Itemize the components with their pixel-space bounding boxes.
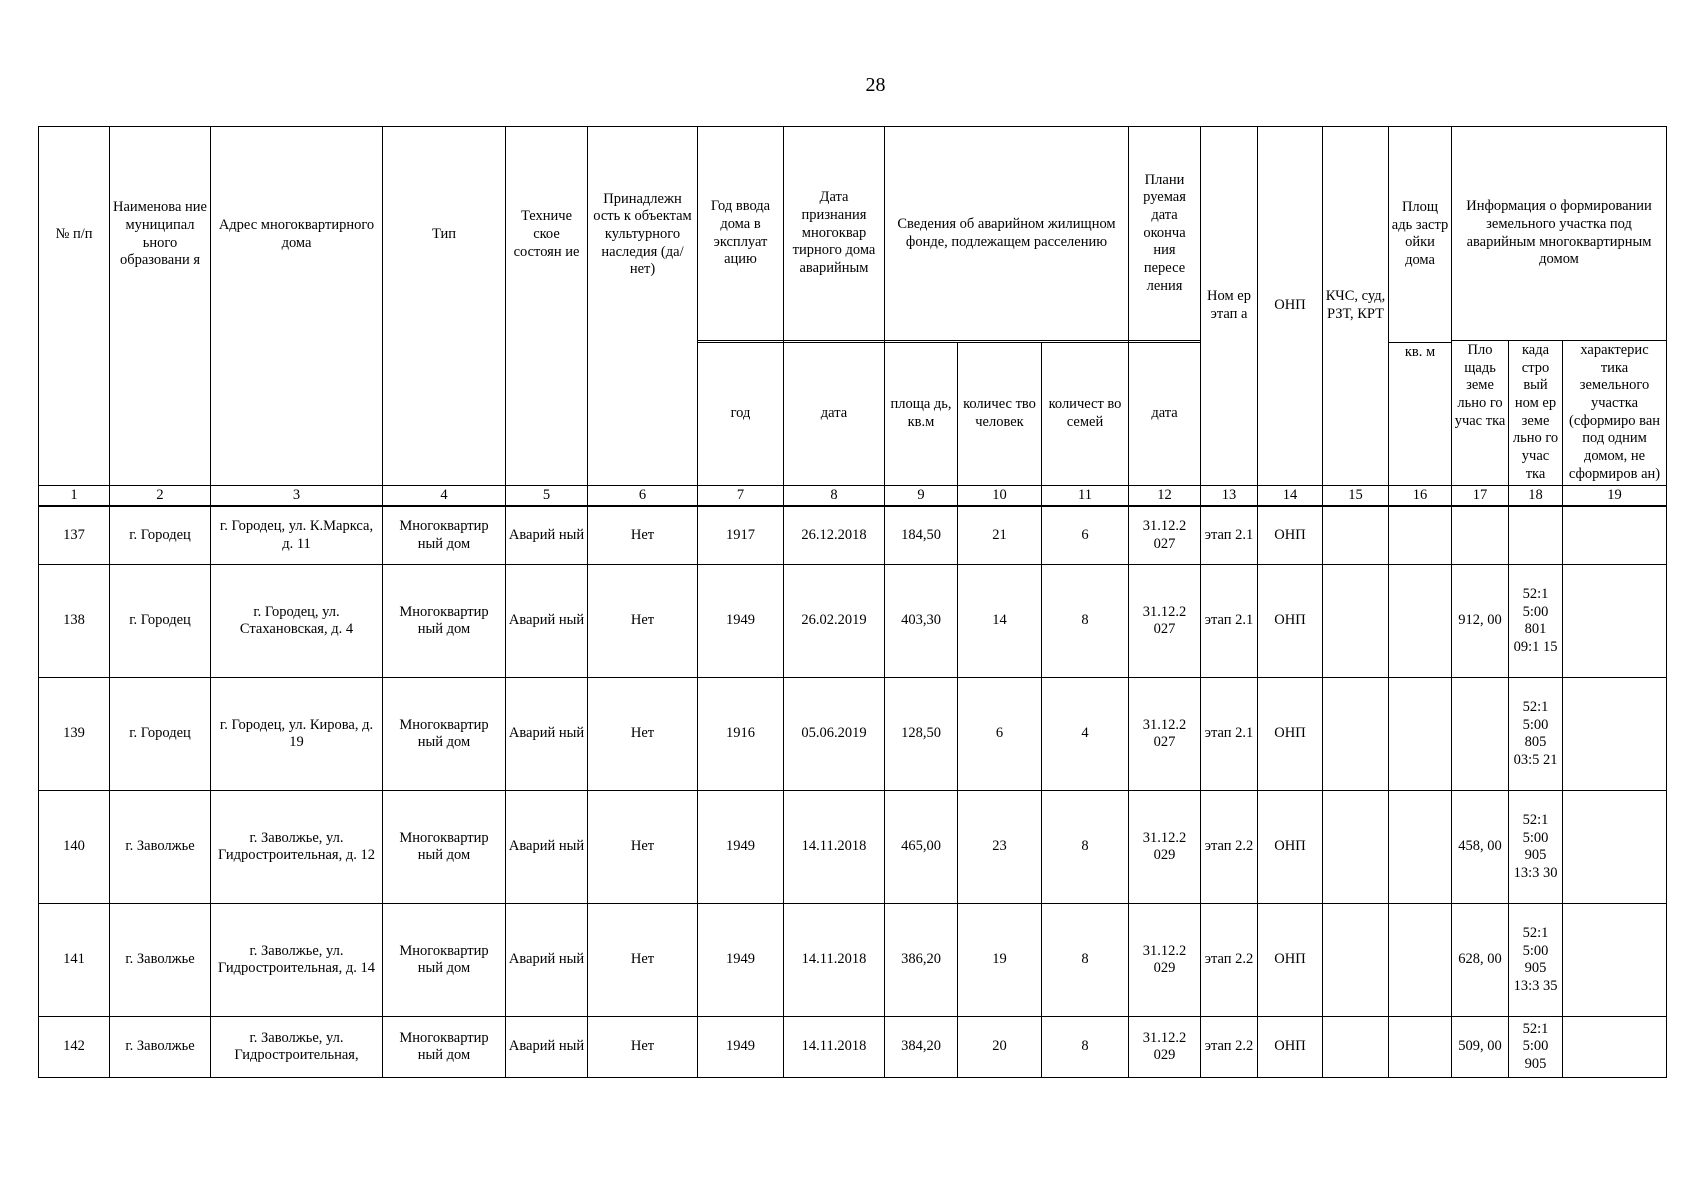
kchs-cell	[1323, 904, 1389, 1017]
plot-char-cell	[1563, 904, 1667, 1017]
header-plot-characteristic: характерис тика земельного участка (сформиро ван под одним домом, не сформиров ан)	[1563, 341, 1667, 486]
row-number: 141	[39, 904, 110, 1017]
cadastral-cell: 52:1 5:00 801 09:1 15	[1509, 565, 1563, 678]
state-cell: Аварий ный	[506, 678, 588, 791]
stage-cell: этап 2.2	[1201, 791, 1258, 904]
cadastral-cell: 52:1 5:00 905	[1509, 1017, 1563, 1078]
people-cell: 23	[958, 791, 1042, 904]
header-heritage-cont	[588, 342, 698, 485]
header-technical-state: Техниче ское состоян ие	[506, 127, 588, 343]
year-cell: 1916	[698, 678, 784, 791]
onp-cell: ОНП	[1258, 506, 1323, 565]
resettle-date-cell: 31.12.2 029	[1129, 791, 1201, 904]
row-number: 138	[39, 565, 110, 678]
municipality-cell: г. Заволжье	[110, 1017, 211, 1078]
column-number: 9	[885, 485, 958, 506]
header-type-cont	[383, 342, 506, 485]
header-stage: Ном ер этап а	[1201, 127, 1258, 486]
type-cell: Многоквартир ный дом	[383, 678, 506, 791]
families-cell: 8	[1042, 904, 1129, 1017]
header-number: № п/п	[39, 127, 110, 343]
header-address-cont	[211, 342, 383, 485]
column-number: 18	[1509, 485, 1563, 506]
row-number: 137	[39, 506, 110, 565]
emergency-housing-table	[38, 126, 1667, 1078]
kchs-cell	[1323, 1017, 1389, 1078]
column-number: 10	[958, 485, 1042, 506]
area-cell: 184,50	[885, 506, 958, 565]
header-building-area: Площ адь застр ойки дома	[1389, 127, 1452, 343]
people-cell: 21	[958, 506, 1042, 565]
cadastral-cell: 52:1 5:00 905 13:3 30	[1509, 791, 1563, 904]
heritage-cell: Нет	[588, 506, 698, 565]
address-cell: г. Заволжье, ул. Гидростроительная, д. 14	[211, 904, 383, 1017]
header-address: Адрес многоквартирного дома	[211, 127, 383, 343]
header-kchs: КЧС, суд, РЗТ, КРТ	[1323, 127, 1389, 486]
column-number: 5	[506, 485, 588, 506]
column-number: 1	[39, 485, 110, 506]
families-cell: 4	[1042, 678, 1129, 791]
onp-cell: ОНП	[1258, 904, 1323, 1017]
column-number: 14	[1258, 485, 1323, 506]
header-onp: ОНП	[1258, 127, 1323, 486]
plot-area-cell: 509, 00	[1452, 1017, 1509, 1078]
municipality-cell: г. Городец	[110, 678, 211, 791]
subheader-building-area-unit: кв. м	[1389, 342, 1452, 485]
onp-cell: ОНП	[1258, 791, 1323, 904]
column-number: 2	[110, 485, 211, 506]
type-cell: Многоквартир ный дом	[383, 506, 506, 565]
date-cell: 14.11.2018	[784, 1017, 885, 1078]
stage-cell: этап 2.2	[1201, 904, 1258, 1017]
state-cell: Аварий ный	[506, 791, 588, 904]
heritage-cell: Нет	[588, 791, 698, 904]
state-cell: Аварий ный	[506, 1017, 588, 1078]
area-cell: 384,20	[885, 1017, 958, 1078]
plot-area-cell	[1452, 506, 1509, 565]
onp-cell: ОНП	[1258, 565, 1323, 678]
plot-area-cell: 628, 00	[1452, 904, 1509, 1017]
date-cell: 14.11.2018	[784, 791, 885, 904]
header-heritage: Принадлежн ость к объектам культурного наследия (да/нет)	[588, 127, 698, 343]
column-number: 4	[383, 485, 506, 506]
subheader-area: площа дь, кв.м	[885, 342, 958, 485]
column-number: 19	[1563, 485, 1667, 506]
people-cell: 6	[958, 678, 1042, 791]
table-row	[39, 506, 1667, 565]
year-cell: 1949	[698, 565, 784, 678]
subheader-year: год	[698, 342, 784, 485]
building-area-cell	[1389, 678, 1452, 791]
address-cell: г. Городец, ул. Кирова, д. 19	[211, 678, 383, 791]
address-cell: г. Городец, ул. К.Маркса, д. 11	[211, 506, 383, 565]
heritage-cell: Нет	[588, 904, 698, 1017]
header-emergency-fund-group: Сведения об аварийном жилищном фонде, подлежащем расселению	[885, 127, 1129, 341]
table-row	[39, 565, 1667, 678]
column-number: 16	[1389, 485, 1452, 506]
municipality-cell: г. Заволжье	[110, 904, 211, 1017]
cadastral-cell	[1509, 506, 1563, 565]
kchs-cell	[1323, 791, 1389, 904]
table-header	[39, 127, 1667, 507]
header-municipality-cont	[110, 342, 211, 485]
table-row	[39, 1017, 1667, 1078]
people-cell: 14	[958, 565, 1042, 678]
header-municipality: Наименова ние муниципал ьного образовани я	[110, 127, 211, 343]
onp-cell: ОНП	[1258, 678, 1323, 791]
families-cell: 8	[1042, 565, 1129, 678]
plot-char-cell	[1563, 1017, 1667, 1078]
address-cell: г. Заволжье, ул. Гидростроительная, д. 12	[211, 791, 383, 904]
state-cell: Аварий ный	[506, 506, 588, 565]
municipality-cell: г. Городец	[110, 565, 211, 678]
year-cell: 1917	[698, 506, 784, 565]
state-cell: Аварий ный	[506, 904, 588, 1017]
date-cell: 05.06.2019	[784, 678, 885, 791]
people-cell: 20	[958, 1017, 1042, 1078]
address-cell: г. Заволжье, ул. Гидростроительная,	[211, 1017, 383, 1078]
header-cadastral-number: када стро вый ном ер земе льно го учас тка	[1509, 341, 1563, 486]
plot-char-cell	[1563, 791, 1667, 904]
type-cell: Многоквартир ный дом	[383, 791, 506, 904]
resettle-date-cell: 31.12.2 027	[1129, 506, 1201, 565]
area-cell: 403,30	[885, 565, 958, 678]
row-number: 142	[39, 1017, 110, 1078]
stage-cell: этап 2.1	[1201, 506, 1258, 565]
header-technical-state-cont	[506, 342, 588, 485]
cadastral-cell: 52:1 5:00 805 03:5 21	[1509, 678, 1563, 791]
people-cell: 19	[958, 904, 1042, 1017]
municipality-cell: г. Городец	[110, 506, 211, 565]
resettle-date-cell: 31.12.2 029	[1129, 904, 1201, 1017]
state-cell: Аварий ный	[506, 565, 588, 678]
year-cell: 1949	[698, 904, 784, 1017]
year-cell: 1949	[698, 1017, 784, 1078]
row-number: 140	[39, 791, 110, 904]
stage-cell: этап 2.1	[1201, 565, 1258, 678]
header-land-plot-group: Информация о формировании земельного участка под аварийным многоквартирным домом	[1452, 127, 1667, 341]
year-cell: 1949	[698, 791, 784, 904]
page-number: 28	[865, 74, 886, 96]
plot-char-cell	[1563, 678, 1667, 791]
type-cell: Многоквартир ный дом	[383, 565, 506, 678]
cadastral-cell: 52:1 5:00 905 13:3 35	[1509, 904, 1563, 1017]
building-area-cell	[1389, 506, 1452, 565]
building-area-cell	[1389, 791, 1452, 904]
stage-cell: этап 2.1	[1201, 678, 1258, 791]
resettle-date-cell: 31.12.2 027	[1129, 678, 1201, 791]
subheader-date: дата	[784, 342, 885, 485]
building-area-cell	[1389, 904, 1452, 1017]
column-number: 13	[1201, 485, 1258, 506]
building-area-cell	[1389, 1017, 1452, 1078]
address-cell: г. Городец, ул. Стахановская, д. 4	[211, 565, 383, 678]
column-number: 11	[1042, 485, 1129, 506]
plot-area-cell	[1452, 678, 1509, 791]
column-number: 17	[1452, 485, 1509, 506]
table-row	[39, 678, 1667, 791]
column-number: 6	[588, 485, 698, 506]
column-number: 15	[1323, 485, 1389, 506]
date-cell: 14.11.2018	[784, 904, 885, 1017]
area-cell: 386,20	[885, 904, 958, 1017]
header-year: Год ввода дома в эксплуат ацию	[698, 127, 784, 341]
column-number: 12	[1129, 485, 1201, 506]
column-numbers-row	[39, 485, 1667, 506]
header-recognition-date: Дата признания многоквар тирного дома аварийным	[784, 127, 885, 341]
heritage-cell: Нет	[588, 565, 698, 678]
families-cell: 6	[1042, 506, 1129, 565]
onp-cell: ОНП	[1258, 1017, 1323, 1078]
type-cell: Многоквартир ный дом	[383, 904, 506, 1017]
subheader-people: количес тво человек	[958, 342, 1042, 485]
area-cell: 128,50	[885, 678, 958, 791]
subheader-families: количест во семей	[1042, 342, 1129, 485]
date-cell: 26.12.2018	[784, 506, 885, 565]
families-cell: 8	[1042, 791, 1129, 904]
table-row	[39, 791, 1667, 904]
table-body	[39, 506, 1667, 1078]
building-area-cell	[1389, 565, 1452, 678]
kchs-cell	[1323, 565, 1389, 678]
heritage-cell: Нет	[588, 678, 698, 791]
column-number: 8	[784, 485, 885, 506]
municipality-cell: г. Заволжье	[110, 791, 211, 904]
families-cell: 8	[1042, 1017, 1129, 1078]
header-resettlement-date: Плани руемая дата оконча ния пересе ления	[1129, 127, 1201, 341]
area-cell: 465,00	[885, 791, 958, 904]
kchs-cell	[1323, 506, 1389, 565]
column-number: 7	[698, 485, 784, 506]
table-row	[39, 904, 1667, 1017]
date-cell: 26.02.2019	[784, 565, 885, 678]
plot-char-cell	[1563, 565, 1667, 678]
header-type: Тип	[383, 127, 506, 343]
stage-cell: этап 2.2	[1201, 1017, 1258, 1078]
plot-char-cell	[1563, 506, 1667, 565]
column-number: 3	[211, 485, 383, 506]
resettle-date-cell: 31.12.2 027	[1129, 565, 1201, 678]
plot-area-cell: 458, 00	[1452, 791, 1509, 904]
resettle-date-cell: 31.12.2 029	[1129, 1017, 1201, 1078]
row-number: 139	[39, 678, 110, 791]
subheader-resettle-date: дата	[1129, 342, 1201, 485]
kchs-cell	[1323, 678, 1389, 791]
heritage-cell: Нет	[588, 1017, 698, 1078]
header-plot-area: Пло щадь земе льно го учас тка	[1452, 341, 1509, 486]
type-cell: Многоквартир ный дом	[383, 1017, 506, 1078]
header-number-cont	[39, 342, 110, 485]
plot-area-cell: 912, 00	[1452, 565, 1509, 678]
